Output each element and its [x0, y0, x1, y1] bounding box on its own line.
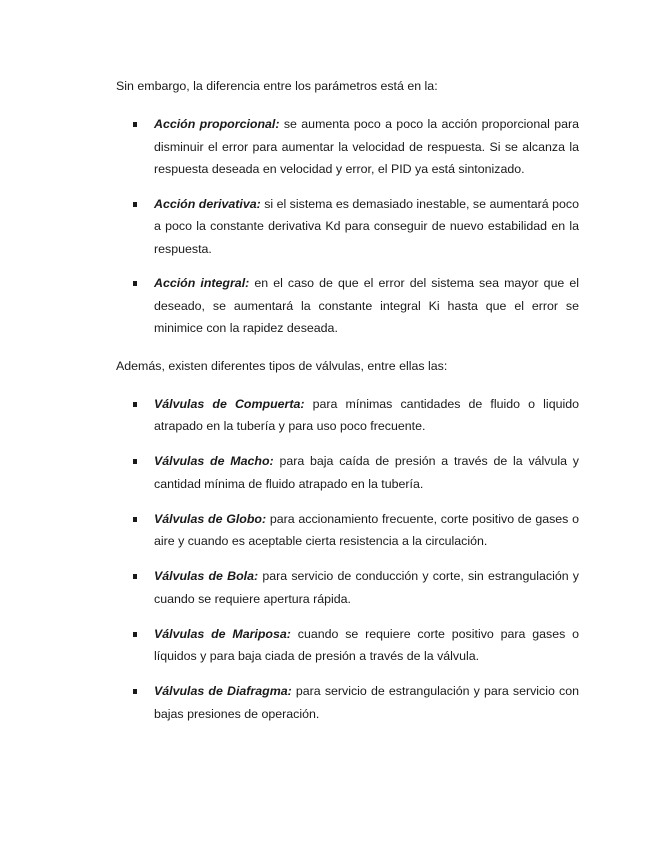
- item-term: Válvulas de Globo:: [154, 511, 267, 526]
- item-term: Válvulas de Compuerta:: [154, 396, 305, 411]
- square-bullet-icon: [133, 574, 137, 579]
- list-item: [116, 272, 579, 340]
- item-term: Válvulas de Diafragma:: [154, 684, 292, 698]
- item-term: Acción derivativa:: [154, 196, 261, 211]
- list-item: [116, 393, 579, 438]
- list-item: [116, 623, 579, 668]
- item-description: cuando se requiere corte positivo para gases o líquidos y para baja ciada de presión a través de la válvula.: [154, 626, 579, 663]
- list-item: [116, 508, 579, 553]
- list-item: [116, 193, 579, 261]
- item-description: se aumenta poco a poco la acción proporcional para disminuir el error para aumentar la velocidad de respuesta. Si se alcanza la respuesta deseada en velocidad y error, el PID ya está sintonizado.: [154, 117, 579, 176]
- intro-paragraph: Sin embargo, la diferencia entre los parámetros está en la:: [116, 79, 438, 93]
- item-term: Válvulas de Mariposa:: [154, 626, 291, 641]
- valves-intro-paragraph: Además, existen diferentes tipos de válvulas, entre ellas las:: [116, 358, 448, 373]
- square-bullet-icon: [133, 689, 137, 694]
- square-bullet-icon: [133, 632, 137, 637]
- square-bullet-icon: [133, 517, 137, 522]
- item-description: para baja caída de presión a través de la válvula y cantidad mínima de fluido atrapado en la tubería.: [154, 454, 579, 491]
- item-description: para servicio de estrangulación y para servicio con bajas presiones de operación.: [154, 684, 579, 721]
- list-item: [116, 680, 579, 725]
- item-term: Válvulas de Macho:: [154, 454, 274, 468]
- item-description: para accionamiento frecuente, corte positivo de gases o aire y cuando es aceptable cierta resistencia a la circulación.: [154, 511, 579, 548]
- item-description: para mínimas cantidades de fluido o liquido atrapado en la tubería y para uso poco frecuente.: [154, 396, 580, 433]
- square-bullet-icon: [133, 402, 137, 407]
- square-bullet-icon: [133, 202, 137, 207]
- list-item: [116, 113, 579, 181]
- square-bullet-icon: [133, 281, 137, 286]
- item-term: Acción integral:: [154, 276, 250, 290]
- item-description: en el caso de que el error del sistema sea mayor que el deseado, se aumentará la constante integral Ki hasta que el error se minimice con la rapidez deseada.: [154, 276, 579, 335]
- square-bullet-icon: [133, 459, 137, 464]
- item-term: Válvulas de Bola:: [154, 569, 259, 583]
- list-item: [116, 565, 579, 610]
- square-bullet-icon: [133, 122, 137, 127]
- list-item: [116, 450, 579, 495]
- valve-types-list: [116, 393, 579, 726]
- item-description: si el sistema es demasiado inestable, se aumentará poco a poco la constante derivativa Kd para conseguir de nuevo estabilidad en la respuesta.: [154, 196, 579, 256]
- pid-actions-list: [116, 113, 579, 340]
- item-description: para servicio de conducción y corte, sin estrangulación y cuando se requiere apertura rápida.: [154, 569, 580, 606]
- item-term: Acción proporcional:: [154, 117, 280, 131]
